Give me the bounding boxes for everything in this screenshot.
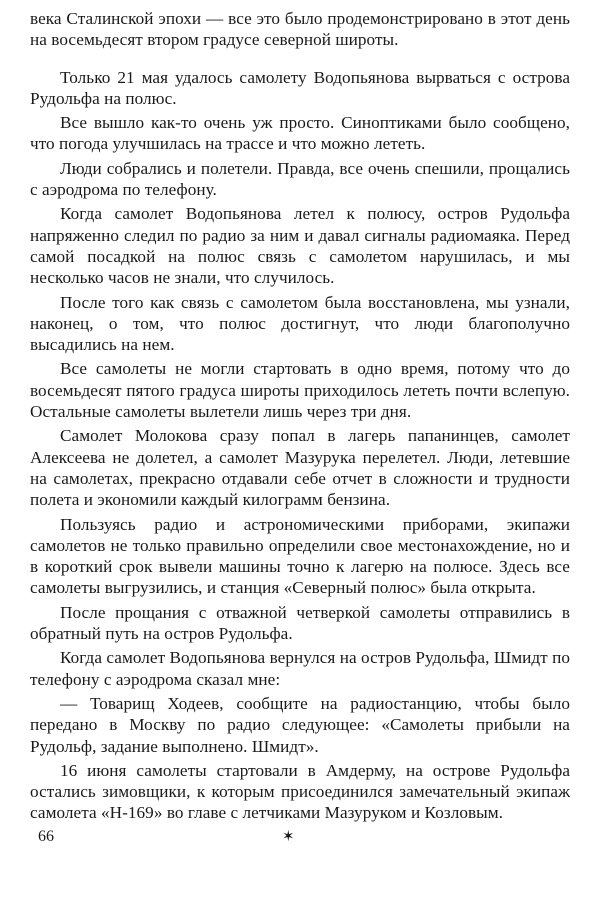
paragraph-5: Когда самолет Водопьянова летел к полюсу, остров Рудольфа напряженно следил по радио за ним и давал сигналы радиомаяка. Перед самой посадкой на полюс связь с самолетом нарушилась, и мы несколько часов не знали, что случилось.: [30, 204, 570, 288]
star-icon: ✶: [282, 829, 295, 845]
paragraph-7: Все самолеты не могли стартовать в одно время, потому что до восемьдесят пятого градуса широты приходилось лететь почти вслепую. Остальные самолеты вылетели лишь через три дня.: [30, 359, 570, 422]
paragraph-2: Только 21 мая удалось самолету Водопьянова вырваться с острова Рудольфа на полюс.: [30, 67, 570, 108]
paragraph-3: Все вышло как-то очень уж просто. Синоптиками было сообщено, что погода улучшилась на трассе и что можно лететь.: [30, 113, 570, 154]
paragraph-10: После прощания с отважной четверкой самолеты отправились в обратный путь на остров Рудольфа.: [30, 602, 570, 644]
paragraph-9: Пользуясь радио и астрономическими приборами, экипажи самолетов не только правильно определили свое местонахождение, но и в короткий срок вывели машины точно к лагерю на полюсе. Здесь все самолеты выгрузились, и станция «Северный полюс» была открыта.: [30, 514, 570, 598]
paragraph-1: века Сталинской эпохи — все это было продемонстрировано в этот день на восемьдесят втором градусе северной широты.: [30, 9, 570, 50]
paragraph-12: — Товарищ Ходеев, сообщите на радиостанцию, чтобы было передано в Москву по радио следующее: «Самолеты прибыли на Рудольф, задание выполнено. Шмидт».: [30, 693, 570, 756]
paragraph-4: Люди собрались и полетели. Правда, все очень спешили, прощались с аэродрома по телефону.: [30, 158, 570, 200]
page-number: 66: [38, 828, 54, 845]
paragraph-8: Самолет Молокова сразу попал в лагерь папанинцев, самолет Алексеева не долетел, а самолет Мазурука перелетел. Люди, летевшие на самолетах, прекрасно отдавали себе отчет в сложности и трудности полета и экономили каждый килограмм бензина.: [30, 426, 570, 510]
paragraph-6: После того как связь с самолетом была восстановлена, мы узнали, наконец, о том, что полюс достигнут, что люди благополучно высадились на нем.: [30, 292, 570, 355]
page-footer: [38, 828, 566, 852]
page-body: [30, 8, 570, 824]
paragraph-11: Когда самолет Водопьянова вернулся на остров Рудольфа, Шмидт по телефону с аэродрома сказал мне:: [30, 648, 570, 689]
paragraph-13: 16 июня самолеты стартовали в Амдерму, на острове Рудольфа остались зимовщики, к которым присоединился замечательный экипаж самолета «Н-169» во главе с летчиками Мазуруком и Козловым.: [30, 760, 570, 823]
